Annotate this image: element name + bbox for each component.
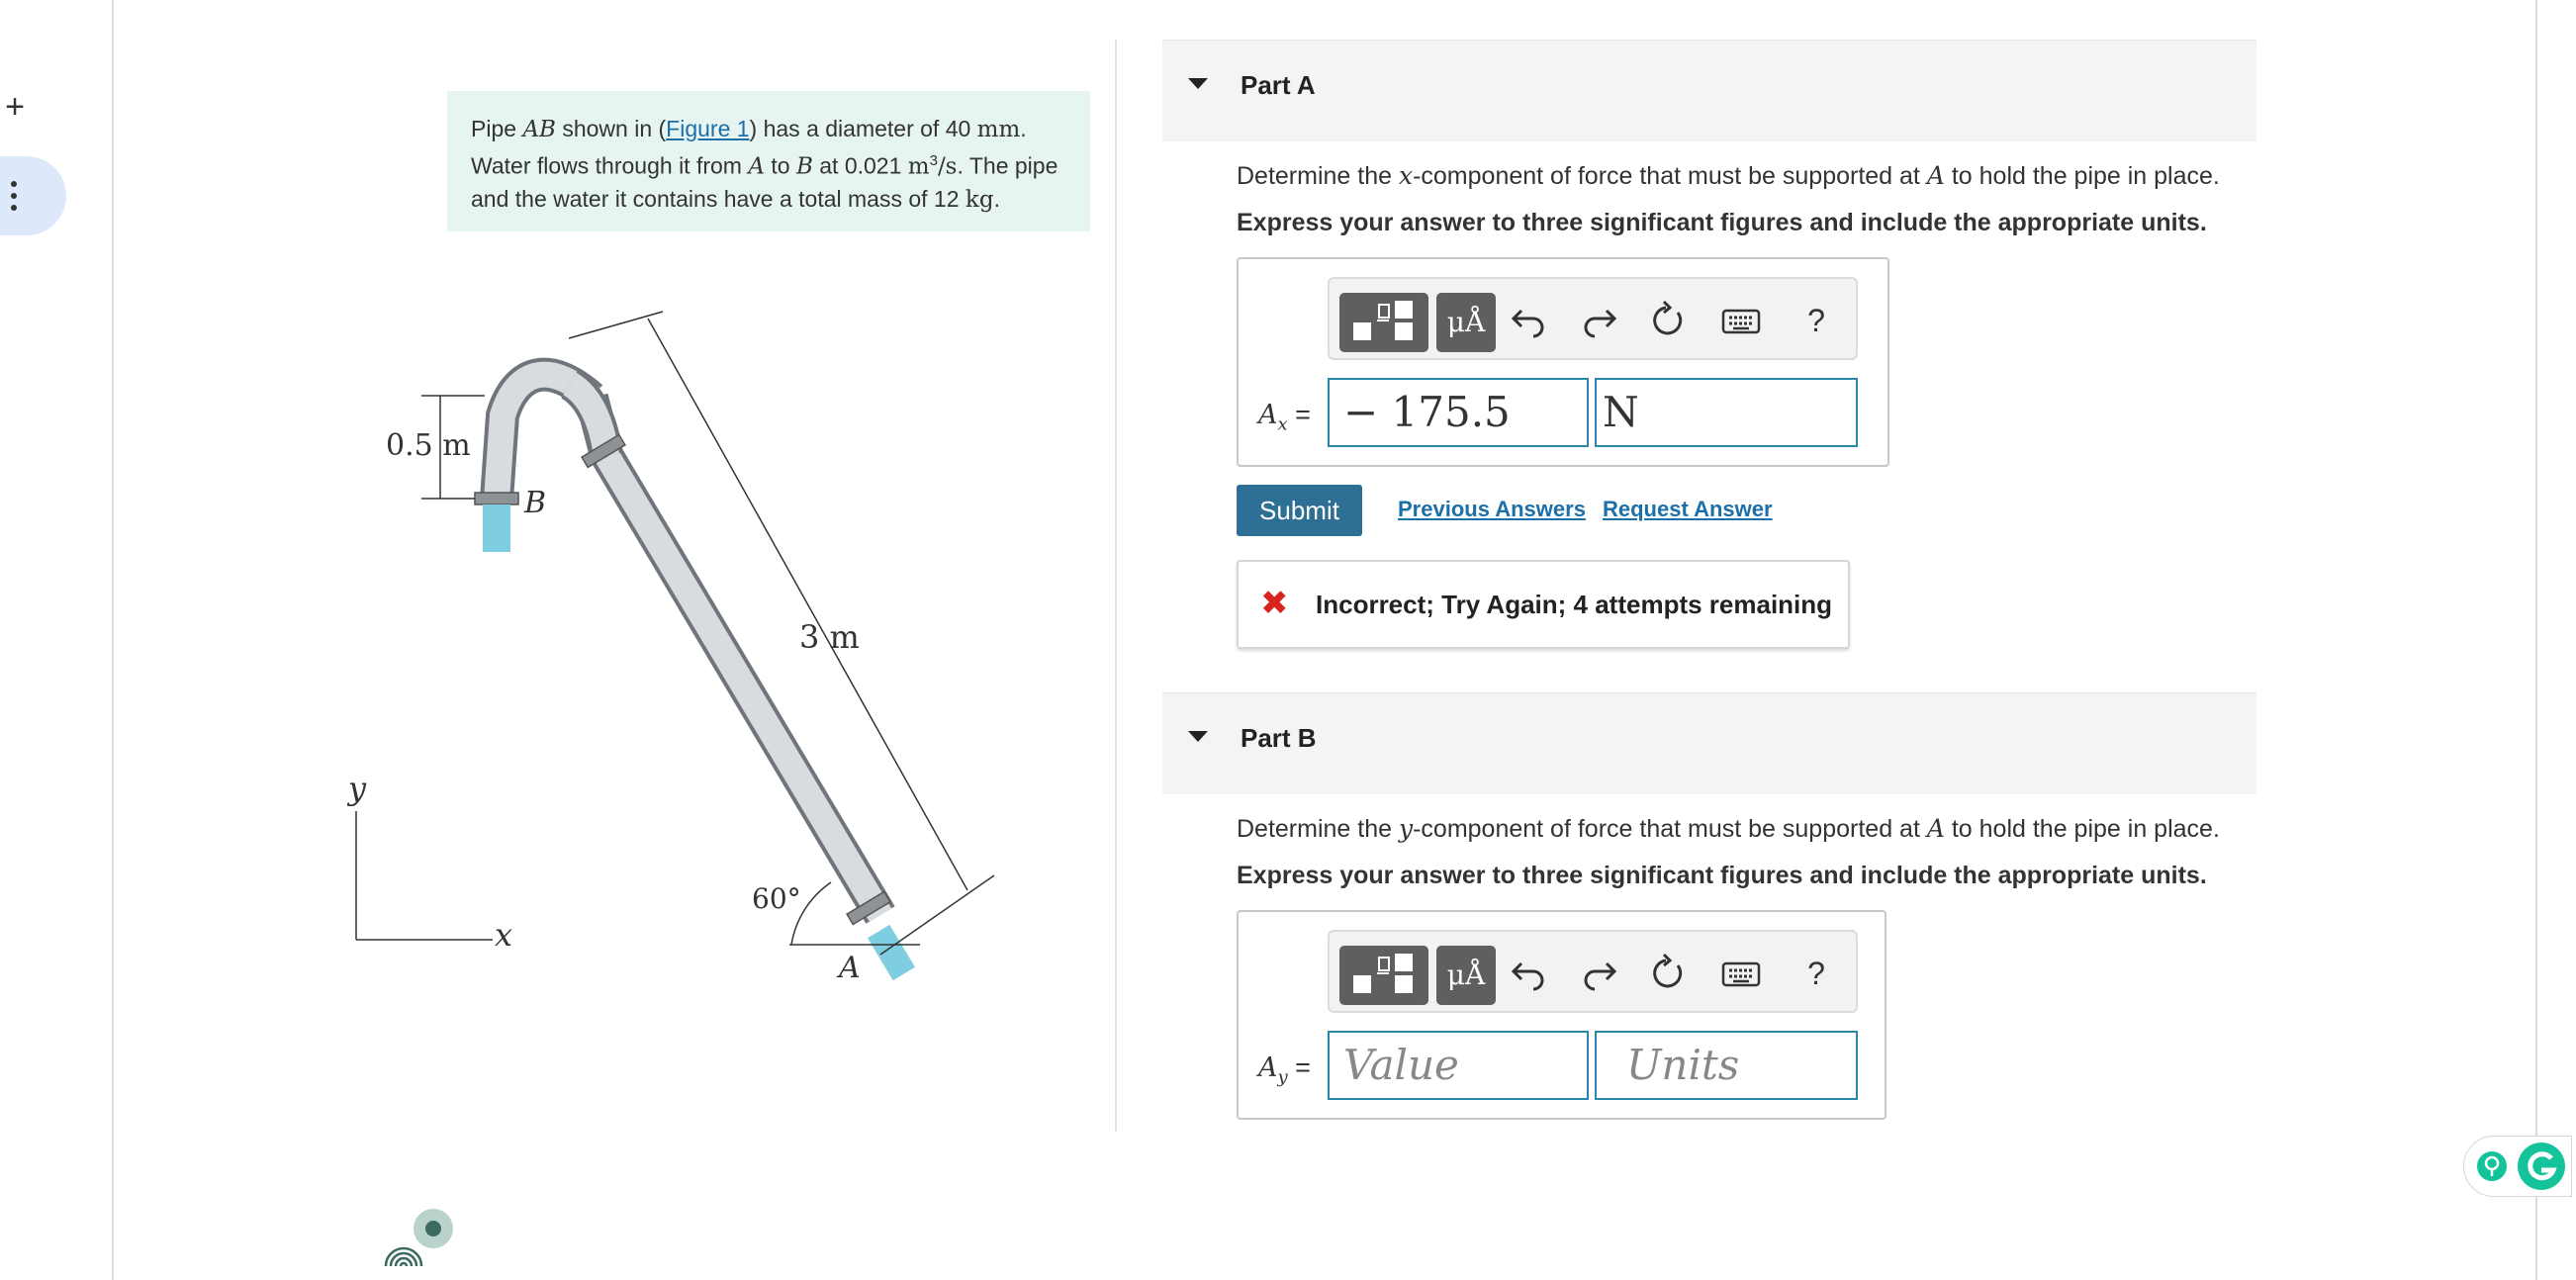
dot-icon [11, 205, 17, 211]
part-a-instruction: Express your answer to three significant figures and include the appropriate units. [1237, 209, 2207, 236]
feedback-box [1237, 560, 1850, 649]
units-symbols-button[interactable]: μÅ [1436, 946, 1496, 1005]
pipe-figure [326, 297, 1019, 1009]
math-toolbar [1328, 930, 1858, 1013]
part-b-title: Part B [1241, 723, 1317, 753]
templates-button[interactable] [1339, 293, 1428, 352]
grammarly-g-icon[interactable] [2518, 1143, 2565, 1190]
help-button[interactable]: ? [1807, 956, 1825, 991]
label-05m: 0.5 m [386, 428, 471, 463]
math-toolbar [1328, 277, 1858, 360]
part-a-answer-box [1237, 257, 1889, 467]
part-a-header[interactable] [1162, 40, 2256, 141]
lightbulb-icon[interactable] [2477, 1151, 2507, 1181]
part-a-question: Determine the x-component of force that must be supported at A to hold the pipe in place. [1237, 161, 2220, 190]
help-button[interactable]: ? [1807, 303, 1825, 338]
water-inflow [868, 925, 915, 980]
part-b-instruction: Express your answer to three significant figures and include the appropriate units. [1237, 862, 2207, 889]
units-symbols-button[interactable]: μÅ [1436, 293, 1496, 352]
previous-answers-link[interactable]: Previous Answers [1398, 497, 1586, 521]
redo-icon[interactable] [1575, 950, 1622, 997]
part-b-answer-box [1237, 910, 1886, 1120]
request-answer-link[interactable]: Request Answer [1603, 497, 1773, 521]
flange-b [475, 493, 518, 504]
fingerprint-icon[interactable] [378, 1205, 457, 1274]
part-b-question: Determine the y-component of force that must be supported at A to hold the pipe in place. [1237, 814, 2220, 843]
dot-icon [11, 193, 17, 199]
ax-label: $A_x$ = [1258, 400, 1311, 435]
problem-intro: Pipe AB shown in (Figure 1) has a diameter of 40 mm. Water flows through it from A to B at 0.021 $m^3/s$. The pipe and the water it contains have a total mass of 12 kg. [447, 91, 1090, 231]
ay-units-input[interactable]: Units [1595, 1031, 1858, 1100]
error-x-icon: ✖ [1260, 585, 1289, 622]
axis-x-label: x [495, 916, 513, 954]
label-a: A [839, 951, 861, 985]
ax-units-input[interactable]: N [1595, 378, 1858, 447]
add-icon[interactable]: + [5, 88, 25, 126]
right-border [2535, 0, 2537, 1280]
keyboard-icon[interactable] [1717, 297, 1765, 344]
undo-icon[interactable] [1506, 950, 1553, 997]
keyboard-icon[interactable] [1717, 950, 1765, 997]
label-b: B [524, 486, 547, 520]
templates-button[interactable] [1339, 946, 1428, 1005]
ay-value-input[interactable]: Value [1328, 1031, 1589, 1100]
collapse-icon[interactable] [1188, 731, 1208, 742]
ax-value-input[interactable]: − 175.5 [1328, 378, 1589, 447]
figure-link[interactable]: Figure 1 [666, 116, 750, 141]
part-a-title: Part A [1241, 70, 1316, 100]
reset-icon[interactable] [1644, 297, 1692, 344]
column-divider [1115, 40, 1117, 1132]
part-b-header[interactable] [1162, 692, 2256, 794]
label-60: 60° [752, 882, 801, 915]
reset-icon[interactable] [1644, 950, 1692, 997]
grammarly-widget[interactable] [2463, 1136, 2572, 1197]
feedback-message: Incorrect; Try Again; 4 attempts remaining [1316, 590, 1833, 619]
axis-y-label: y [348, 770, 367, 807]
collapse-icon[interactable] [1188, 78, 1208, 89]
redo-icon[interactable] [1575, 297, 1622, 344]
label-3m: 3 m [799, 618, 860, 656]
undo-icon[interactable] [1506, 297, 1553, 344]
submit-button[interactable]: Submit [1237, 485, 1362, 536]
dot-icon [11, 181, 17, 187]
water-outflow [483, 504, 510, 552]
ay-label: $A_y$ = [1258, 1052, 1311, 1088]
